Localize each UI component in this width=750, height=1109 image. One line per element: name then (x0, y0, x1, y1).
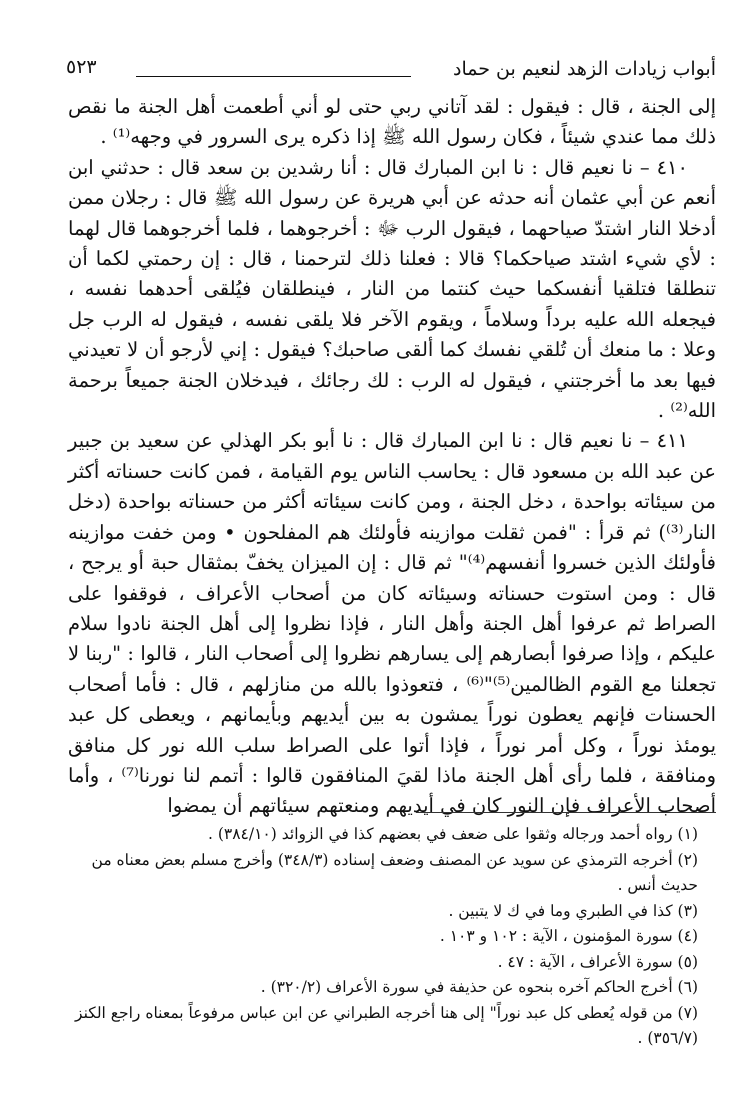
paragraph-continuation: إلى الجنة ، قال : فيقول : لقد آتاني ربي حتى لو أني أطعمت أهل الجنة ما نقص ذلك مما عندي شيئاً ، فكان رسول الله ﷺ إذا ذكره يرى السرور في وجهه⁽¹⁾ . (68, 95, 716, 149)
footnote-6: (٦) أخرج الحاكم آخره بنحوه عن حذيفة في سورة الأعراف (٣٢٠/٢) . (260, 978, 698, 996)
footnote-5: (٥) سورة الأعراف ، الآية : ٤٧ . (497, 952, 698, 971)
header-rule (136, 76, 411, 77)
footnote-4: (٤) سورة المؤمنون ، الآية : ١٠٢ و ١٠٣ . (439, 927, 698, 945)
footnote-2: (٢) أخرجه الترمذي عن سويد عن المصنف وضعف إسناده (٣٤٨/٣) وأخرج مسلم بعض معناه من (91, 850, 698, 869)
footnote-separator (416, 812, 716, 813)
footnotes (70, 822, 716, 1052)
footnote-7: (٧) من قوله يُعطى كل عبد نوراً" إلى هنا أخرجه الطبراني عن ابن عباس مرفوعاً بمعناه راجع الكنز (75, 1003, 698, 1022)
main-text (68, 92, 716, 822)
footnote-7-cont: (٣٥٦/٧) . (637, 1029, 698, 1047)
hadith-410: ٤١٠ – نا نعيم قال : نا ابن المبارك قال : أنا رشدين بن سعد قال : حدثني ابن أنعم عن أبي عثمان أنه حدثه عن أبي هريرة عن رسول الله ﷺ قال : رجلان ممن أدخلا النار اشتدّ صياحهما ، فيقول الرب ﷻ : أخرجوهما ، فلما أخرجوهما قال لهما : لأي شيء اشتد صياحكما؟ قالا : فعلنا ذلك لترحمنا ، قال : إن رحمتي لكما أن تنطلقا فتلقيا أنفسكما حيث كنتما من النار ، فينطلقان فيُلقى أحدهما نفسه ، فيجعله الله عليه برداً وسلاماً ، ويقوم الآخر فلا يلقى نفسه ، فيقول له الرب جل وعلا : ما منعك أن تُلقي نفسك كما ألقى صاحبك؟ فيقول : إني لأرجو أن لا تعيدني فيها بعد ما أخرجتني ، فيقول له الرب : لك رجائك ، فيدخلان الجنة جميعاً برحمة الله⁽²⁾ . (68, 155, 716, 423)
page-number: ٥٢٣ (66, 56, 97, 78)
footnote-1: (١) رواه أحمد ورجاله وثقوا على ضعف في بعضهم كذا في الزوائد (٣٨٤/١٠) . (208, 825, 698, 843)
running-title: أبواب زيادات الزهد لنعيم بن حماد (453, 58, 716, 80)
page-header (66, 56, 716, 86)
hadith-411: ٤١١ – نا نعيم قال : نا ابن المبارك قال : نا أبو بكر الهذلي عن سعيد بن جبير عن عبد الله بن مسعود قال : يحاسب الناس يوم القيامة ، فمن كانت حسناته أكثر من سيئاته بواحدة ، دخل الجنة ، ومن كانت سيئاته أكثر من حسناته بواحدة (دخل النار⁽³⁾) ثم قرأ : "فمن ثقلت موازينه فأولئك هم المفلحون • ومن خفت موازينه فأولئك الذين خسروا أنفسهم⁽⁴⁾" ثم قال : إن الميزان يخفّ بمثقال حبة أو يرجح ، قال : ومن استوت حسناته وسيئاته كان من أصحاب الأعراف ، فوقفوا على الصراط ثم عرفوا أهل الجنة وأهل النار ، فإذا نظروا إلى أهل الجنة نادوا سلام عليكم ، وإذا صرفوا أبصارهم إلى يسارهم نظروا إلى أصحاب النار ، قالوا : "ربنا لا تجعلنا مع القوم الظالمين⁽⁵⁾"⁽⁶⁾ ، فتعوذوا بالله من منازلهم ، قال : فأما أصحاب الحسنات فإنهم يعطون نوراً يمشون به بين أيديهم وبأيمانهم ، ويعطى كل عبد يومئذ نوراً ، وكل أمر نوراً ، فإذا أتوا على الصراط سلب الله نور كل منافق ومنافقة ، فلما رأى أهل الجنة ماذا لقيَ المنافقون قالوا : أتمم لنا نورنا⁽⁷⁾ ، وأما أصحاب الأعراف فإن النور كان في أيديهم ومنعتهم سيئاتهم أن يمضوا (68, 429, 716, 818)
footnote-2-cont: حديث أنس . (617, 876, 698, 894)
footnote-3: (٣) كذا في الطبري وما في ك لا يتبين . (448, 901, 698, 920)
